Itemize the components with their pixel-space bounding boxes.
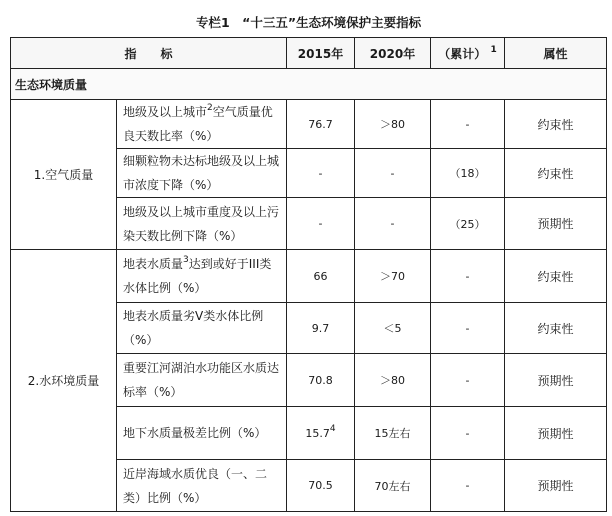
value-2015: [287, 407, 355, 460]
value-2015: -: [287, 149, 355, 198]
value-2020: ＞80: [355, 354, 431, 407]
value-attribute: 约束性: [505, 149, 607, 198]
value-2020: 15左右: [355, 407, 431, 460]
value-attribute: 约束性: [505, 250, 607, 303]
value-attribute: 预期性: [505, 460, 607, 512]
indicator-text: 达到或好于III类水体比例（%）: [123, 257, 272, 295]
table-title: 专栏1 “十三五”生态环境保护主要指标: [11, 6, 607, 38]
value-2020: -: [355, 149, 431, 198]
value-cumulative: -: [431, 460, 505, 512]
header-cumulative: [431, 38, 505, 69]
value-cumulative: （18）: [431, 149, 505, 198]
header-attribute: 属性: [505, 38, 607, 69]
value-cumulative: -: [431, 250, 505, 303]
indicator-text: 地级及以上城市: [123, 105, 208, 119]
value-2020: 70左右: [355, 460, 431, 512]
indicator-text: 空气质量优良天数比率（%）: [123, 105, 273, 143]
category-air: 1.空气质量: [11, 100, 117, 250]
value-2020: ＜5: [355, 303, 431, 354]
value-2020: ＞80: [355, 100, 431, 149]
indicator-table: [10, 6, 607, 512]
value-2015: -: [287, 198, 355, 250]
indicator-cell: 地表水质量劣V类水体比例（%）: [117, 303, 287, 354]
value-2015: 70.8: [287, 354, 355, 407]
value-attribute: 预期性: [505, 198, 607, 250]
section-row: [11, 69, 607, 100]
value-cumulative: -: [431, 354, 505, 407]
indicator-cell: [117, 100, 287, 149]
footnote-marker: 2: [207, 103, 213, 113]
table-row: [11, 250, 607, 303]
category-water: 2.水环境质量: [11, 250, 117, 512]
header-2015: 2015年: [287, 38, 355, 69]
value-2015: 9.7: [287, 303, 355, 354]
value-attribute: 约束性: [505, 100, 607, 149]
indicator-cell: 地下水质量极差比例（%）: [117, 407, 287, 460]
footnote-marker: 1: [490, 44, 497, 55]
indicator-cell: 近岸海域水质优良（一、二类）比例（%）: [117, 460, 287, 512]
header-cumulative-label: （累计）: [438, 46, 487, 61]
value-2015: 66: [287, 250, 355, 303]
indicator-cell: 地级及以上城市重度及以上污染天数比例下降（%）: [117, 198, 287, 250]
header-indicator: 指 标: [11, 38, 287, 69]
table-row: [11, 100, 607, 149]
indicator-cell: 重要江河湖泊水功能区水质达标率（%）: [117, 354, 287, 407]
value-cumulative: -: [431, 100, 505, 149]
section-title: 生态环境质量: [11, 69, 607, 100]
header-row: [11, 38, 607, 69]
value-2015: 70.5: [287, 460, 355, 512]
value-2020: ＞70: [355, 250, 431, 303]
value-attribute: 预期性: [505, 407, 607, 460]
value-attribute: 预期性: [505, 354, 607, 407]
value-2015: 76.7: [287, 100, 355, 149]
footnote-marker: 4: [329, 423, 336, 434]
value-text: 15.7: [305, 426, 330, 440]
indicator-text: 地表水质量: [123, 257, 184, 271]
header-2020: 2020年: [355, 38, 431, 69]
value-cumulative: （25）: [431, 198, 505, 250]
value-2020: -: [355, 198, 431, 250]
value-attribute: 约束性: [505, 303, 607, 354]
indicator-cell: 细颗粒物未达标地级及以上城市浓度下降（%）: [117, 149, 287, 198]
indicator-cell: [117, 250, 287, 303]
footnote-marker: 3: [183, 255, 189, 265]
value-cumulative: -: [431, 303, 505, 354]
value-cumulative: -: [431, 407, 505, 460]
